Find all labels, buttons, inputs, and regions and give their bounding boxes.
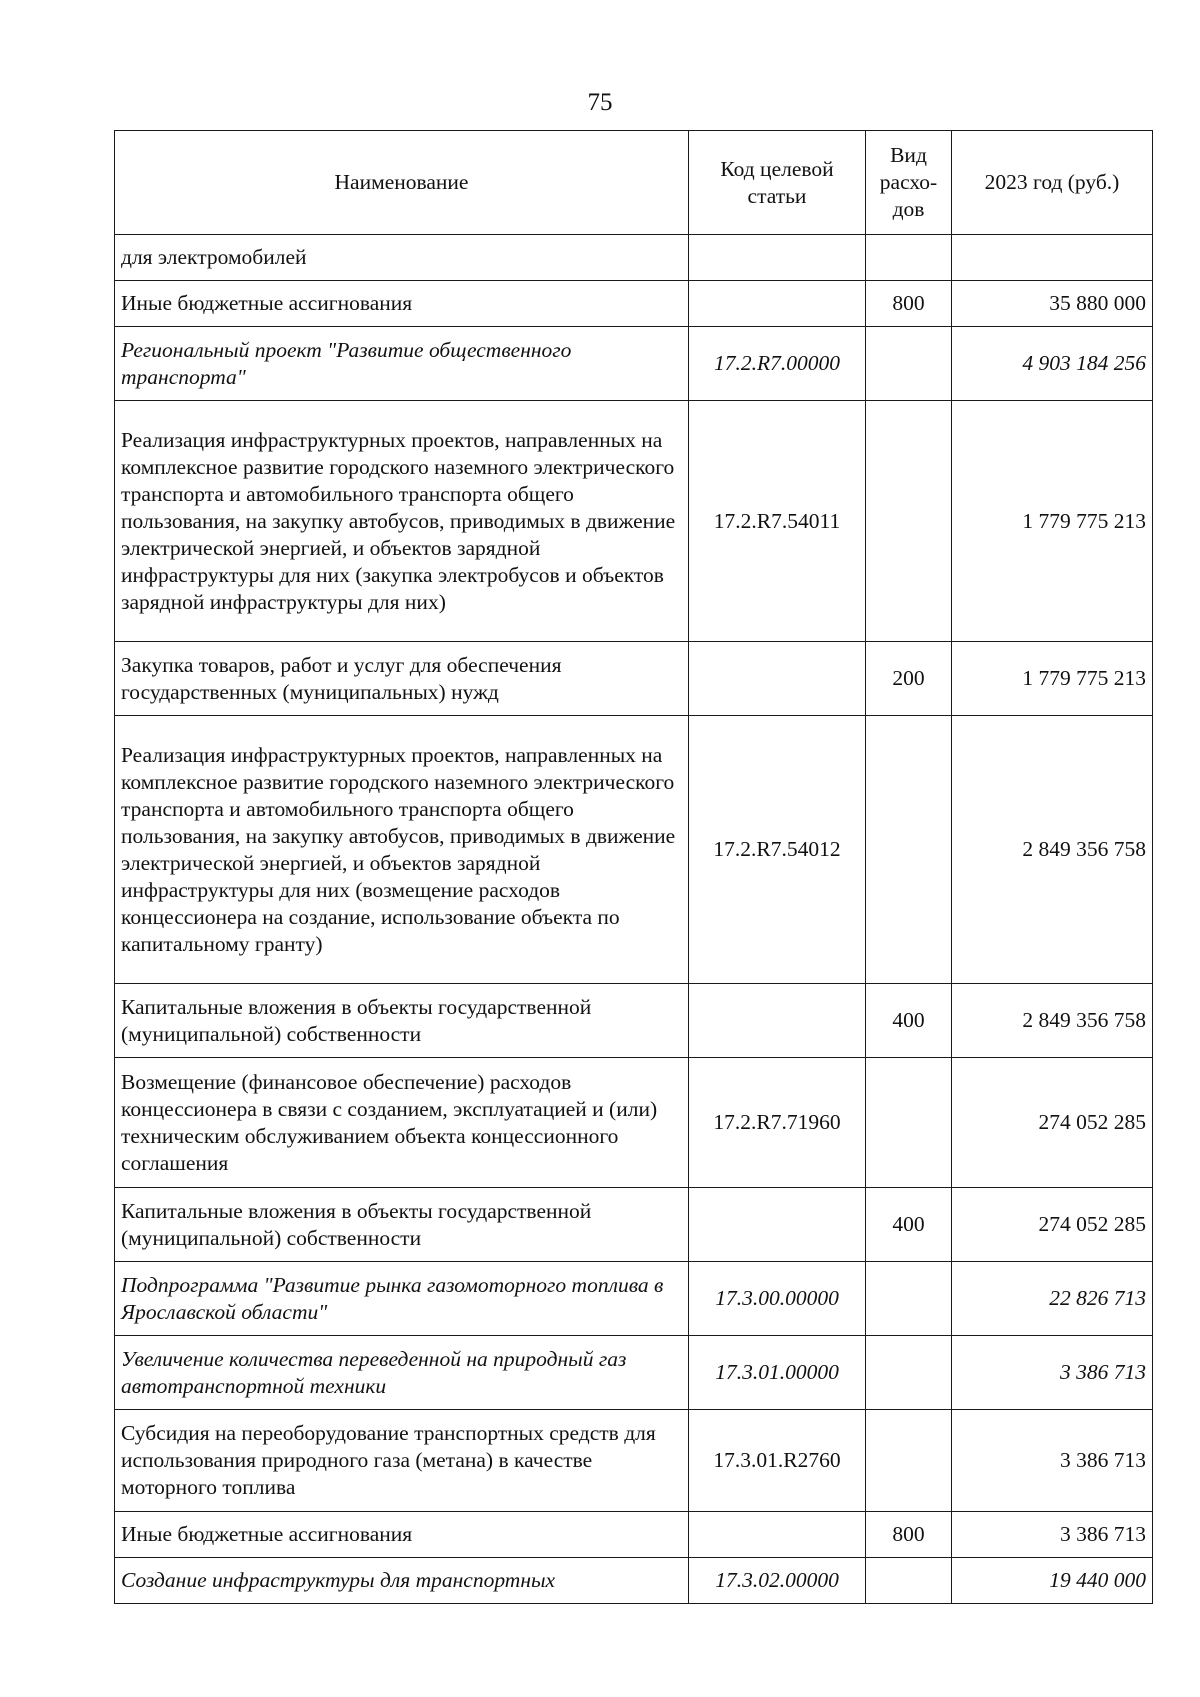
table-row bbox=[115, 327, 1153, 401]
row-code: 17.3.00.00000 bbox=[689, 1262, 866, 1336]
row-type bbox=[866, 716, 952, 984]
table-row bbox=[115, 1336, 1153, 1410]
row-sum: 3 386 713 bbox=[952, 1336, 1153, 1410]
row-type bbox=[866, 1262, 952, 1336]
row-code: 17.3.01.00000 bbox=[689, 1336, 866, 1410]
row-type: 400 bbox=[866, 984, 952, 1058]
row-sum: 1 779 775 213 bbox=[952, 642, 1153, 716]
row-sum: 3 386 713 bbox=[952, 1512, 1153, 1558]
row-sum: 3 386 713 bbox=[952, 1410, 1153, 1512]
row-type bbox=[866, 1410, 952, 1512]
row-code bbox=[689, 235, 866, 281]
row-type bbox=[866, 1558, 952, 1604]
row-name: Субсидия на переоборудование транспортных средств для использования природного газа (метана) в качестве моторного топлива bbox=[115, 1410, 689, 1512]
row-type: 200 bbox=[866, 642, 952, 716]
table-row bbox=[115, 1262, 1153, 1336]
row-code bbox=[689, 984, 866, 1058]
table-row bbox=[115, 281, 1153, 327]
row-code bbox=[689, 1512, 866, 1558]
row-code: 17.2.R7.71960 bbox=[689, 1058, 866, 1188]
row-sum: 2 849 356 758 bbox=[952, 984, 1153, 1058]
row-type bbox=[866, 1336, 952, 1410]
row-name: Реализация инфраструктурных проектов, направленных на комплексное развитие городского наземного электрического транспорта и автомобильного транспорта общего пользования, на закупку автобусов, приводимых в движение электрической энергией, и объектов зарядной инфраструктуры для них (возмещение расходов концессионера на создание, использование объекта по капитальному гранту) bbox=[115, 716, 689, 984]
row-type bbox=[866, 1058, 952, 1188]
row-code: 17.3.01.R2760 bbox=[689, 1410, 866, 1512]
table-header-row bbox=[115, 131, 1153, 235]
row-name: Создание инфраструктуры для транспортных bbox=[115, 1558, 689, 1604]
row-name: Увеличение количества переведенной на природный газ автотранспортной техники bbox=[115, 1336, 689, 1410]
table-row bbox=[115, 1558, 1153, 1604]
row-name: Иные бюджетные ассигнования bbox=[115, 1512, 689, 1558]
table-row bbox=[115, 716, 1153, 984]
row-name: Капитальные вложения в объекты государственной (муниципальной) собственности bbox=[115, 1188, 689, 1262]
row-sum: 35 880 000 bbox=[952, 281, 1153, 327]
table-row bbox=[115, 1188, 1153, 1262]
row-type bbox=[866, 401, 952, 642]
row-name: Иные бюджетные ассигнования bbox=[115, 281, 689, 327]
page-number: 75 bbox=[587, 89, 613, 116]
row-sum: 2 849 356 758 bbox=[952, 716, 1153, 984]
row-sum: 274 052 285 bbox=[952, 1188, 1153, 1262]
row-sum: 1 779 775 213 bbox=[952, 401, 1153, 642]
table-row bbox=[115, 642, 1153, 716]
row-name: Реализация инфраструктурных проектов, направленных на комплексное развитие городского наземного электрического транспорта и автомобильного транспорта общего пользования, на закупку автобусов, приводимых в движение электрической энергией, и объектов зарядной инфраструктуры для них (закупка электробусов и объектов зарядной инфраструктуры для них) bbox=[115, 401, 689, 642]
row-sum bbox=[952, 235, 1153, 281]
row-code: 17.3.02.00000 bbox=[689, 1558, 866, 1604]
row-code: 17.2.R7.00000 bbox=[689, 327, 866, 401]
header-type: Вид расхо-дов bbox=[866, 131, 952, 235]
row-sum: 22 826 713 bbox=[952, 1262, 1153, 1336]
row-name: Региональный проект "Развитие общественного транспорта" bbox=[115, 327, 689, 401]
row-name: Возмещение (финансовое обеспечение) расходов концессионера в связи с созданием, эксплуатацией и (или) техническим обслуживанием объекта концессионного соглашения bbox=[115, 1058, 689, 1188]
table-row bbox=[115, 401, 1153, 642]
row-type bbox=[866, 235, 952, 281]
table-row bbox=[115, 235, 1153, 281]
row-sum: 274 052 285 bbox=[952, 1058, 1153, 1188]
row-code bbox=[689, 281, 866, 327]
header-code: Код целевой статьи bbox=[689, 131, 866, 235]
row-name: для электромобилей bbox=[115, 235, 689, 281]
row-type: 800 bbox=[866, 281, 952, 327]
row-code bbox=[689, 1188, 866, 1262]
row-code: 17.2.R7.54012 bbox=[689, 716, 866, 984]
row-type: 800 bbox=[866, 1512, 952, 1558]
header-sum: 2023 год (руб.) bbox=[952, 131, 1153, 235]
row-code bbox=[689, 642, 866, 716]
row-type: 400 bbox=[866, 1188, 952, 1262]
row-code: 17.2.R7.54011 bbox=[689, 401, 866, 642]
row-name: Капитальные вложения в объекты государственной (муниципальной) собственности bbox=[115, 984, 689, 1058]
table-row bbox=[115, 1058, 1153, 1188]
header-name: Наименование bbox=[115, 131, 689, 235]
row-name: Закупка товаров, работ и услуг для обеспечения государственных (муниципальных) нужд bbox=[115, 642, 689, 716]
table-row bbox=[115, 984, 1153, 1058]
table-row bbox=[115, 1410, 1153, 1512]
row-sum: 4 903 184 256 bbox=[952, 327, 1153, 401]
row-name: Подпрограмма "Развитие рынка газомоторного топлива в Ярославской области" bbox=[115, 1262, 689, 1336]
table-row bbox=[115, 1512, 1153, 1558]
row-sum: 19 440 000 bbox=[952, 1558, 1153, 1604]
row-type bbox=[866, 327, 952, 401]
budget-table bbox=[114, 130, 1153, 1604]
